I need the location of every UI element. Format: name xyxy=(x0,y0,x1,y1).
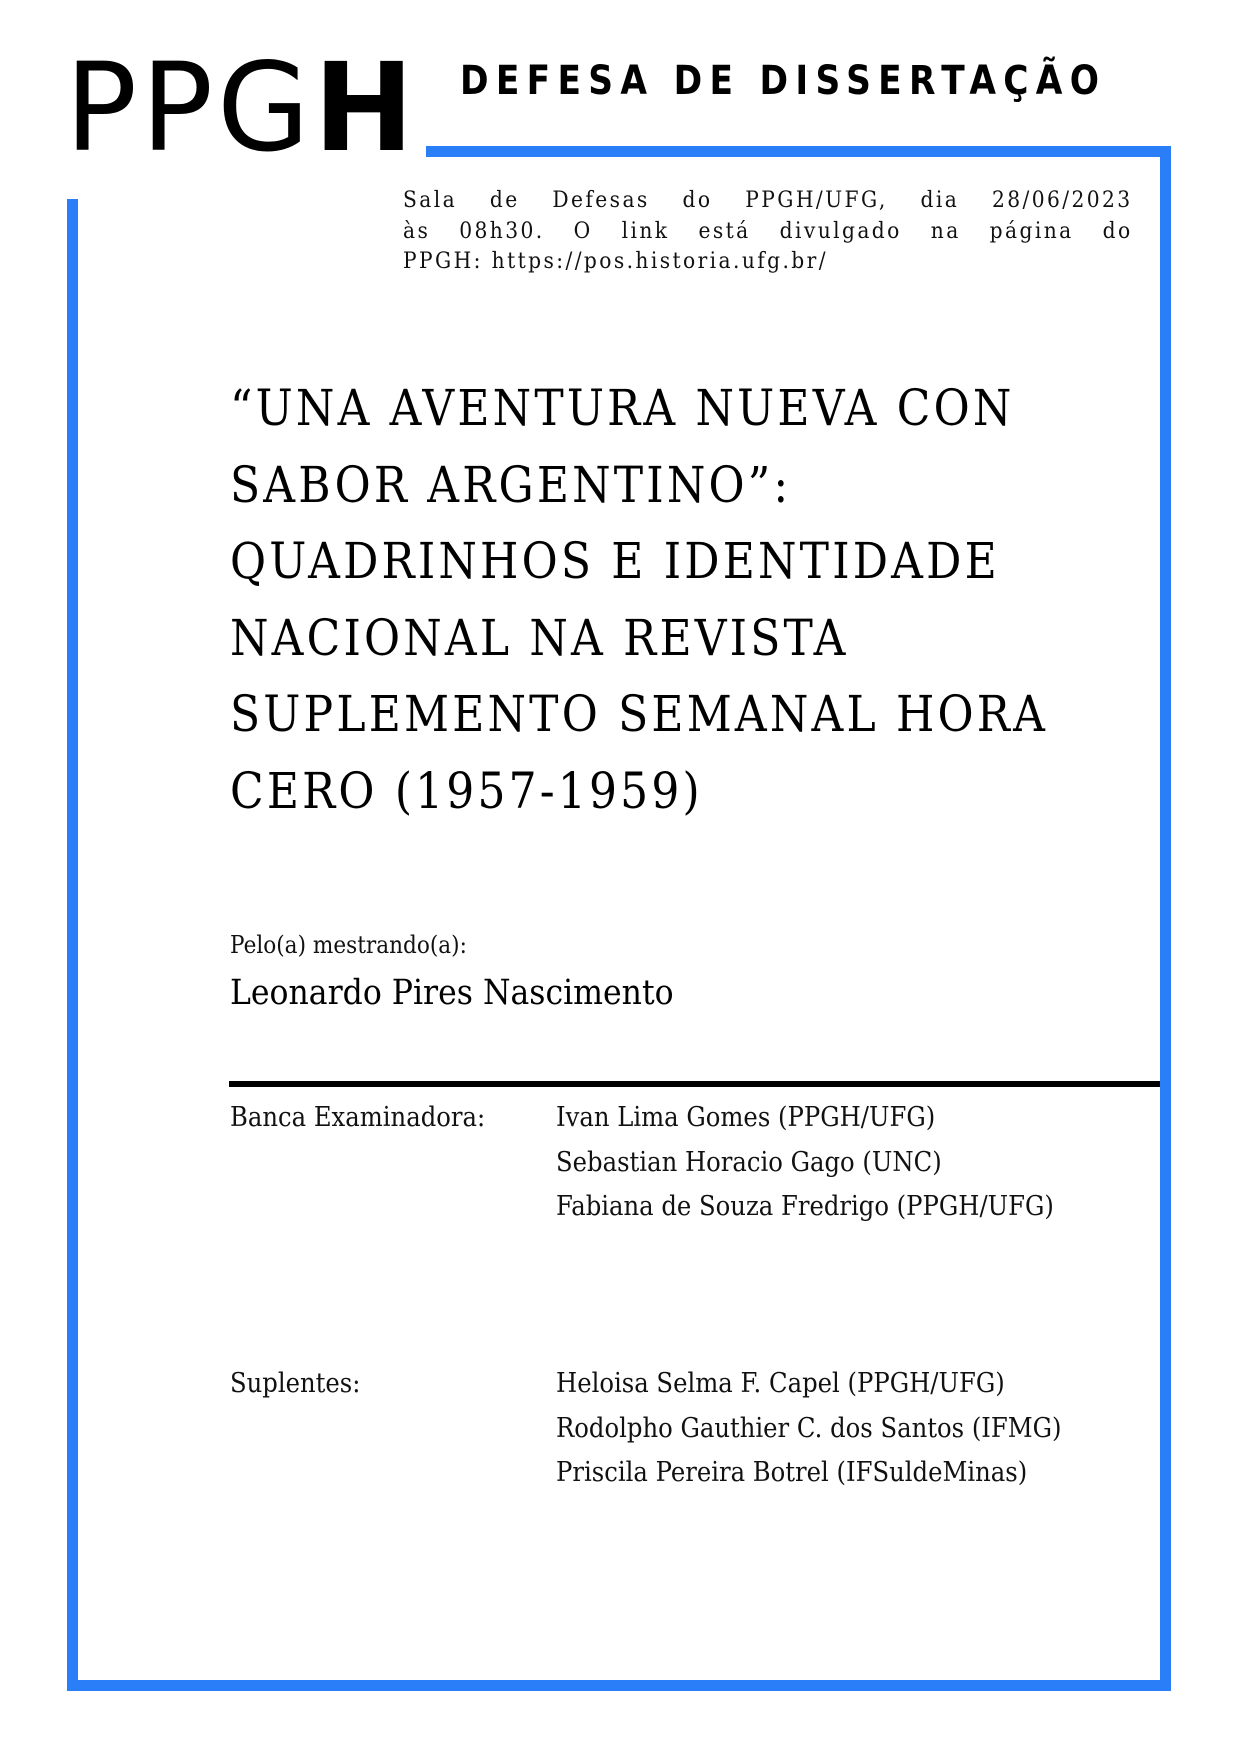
title-line: CERO (1957-1959) xyxy=(230,761,703,820)
substitute-member: Heloisa Selma F. Capel (PPGH/UFG) xyxy=(556,1368,1005,1399)
substitute-member: Priscila Pereira Botrel (IFSuldeMinas) xyxy=(556,1457,1028,1488)
title-line: NACIONAL NA REVISTA xyxy=(230,608,849,667)
committee-member: Fabiana de Souza Fredrigo (PPGH/UFG) xyxy=(556,1191,1054,1222)
ppgh-logo xyxy=(65,37,418,179)
logo-light-text: PPG xyxy=(65,37,314,179)
dissertation-title xyxy=(230,370,1160,829)
student-label: Pelo(a) mestrando(a): xyxy=(230,931,467,959)
title-line: “UNA AVENTURA NUEVA CON xyxy=(230,379,1015,437)
committee-label: Banca Examinadora: xyxy=(230,1102,486,1133)
event-info-line: às 08h30. O link está divulgado na página do xyxy=(403,218,1133,244)
document-type-heading: DEFESA DE DISSERTAÇÃO xyxy=(460,58,1107,104)
title-line: SUPLEMENTO SEMANAL HORA xyxy=(230,685,1049,743)
frame-bottom-bar xyxy=(67,1680,1171,1691)
substitute-member: Rodolpho Gauthier C. dos Santos (IFMG) xyxy=(556,1412,1062,1444)
student-name: Leonardo Pires Nascimento xyxy=(230,973,674,1013)
committee-list xyxy=(556,1096,1054,1230)
event-info xyxy=(403,186,1133,278)
frame-top-bar xyxy=(426,146,1170,157)
committee-member: Sebastian Horacio Gago (UNC) xyxy=(556,1146,942,1178)
substitutes-list xyxy=(556,1362,1062,1496)
committee-member: Ivan Lima Gomes (PPGH/UFG) xyxy=(556,1102,936,1133)
section-divider xyxy=(229,1081,1160,1087)
substitutes-label: Suplentes: xyxy=(230,1368,361,1399)
frame-right-bar xyxy=(1160,146,1171,1691)
logo-bold-text: H xyxy=(313,37,418,179)
title-line: QUADRINHOS E IDENTIDADE xyxy=(230,532,1000,590)
event-info-line: Sala de Defesas do PPGH/UFG, dia 28/06/2023 xyxy=(403,188,1133,213)
title-line: SABOR ARGENTINO”: xyxy=(230,455,792,514)
event-info-line-link[interactable]: PPGH: https://pos.historia.ufg.br/ xyxy=(403,249,828,274)
frame-left-bar xyxy=(67,199,78,1691)
